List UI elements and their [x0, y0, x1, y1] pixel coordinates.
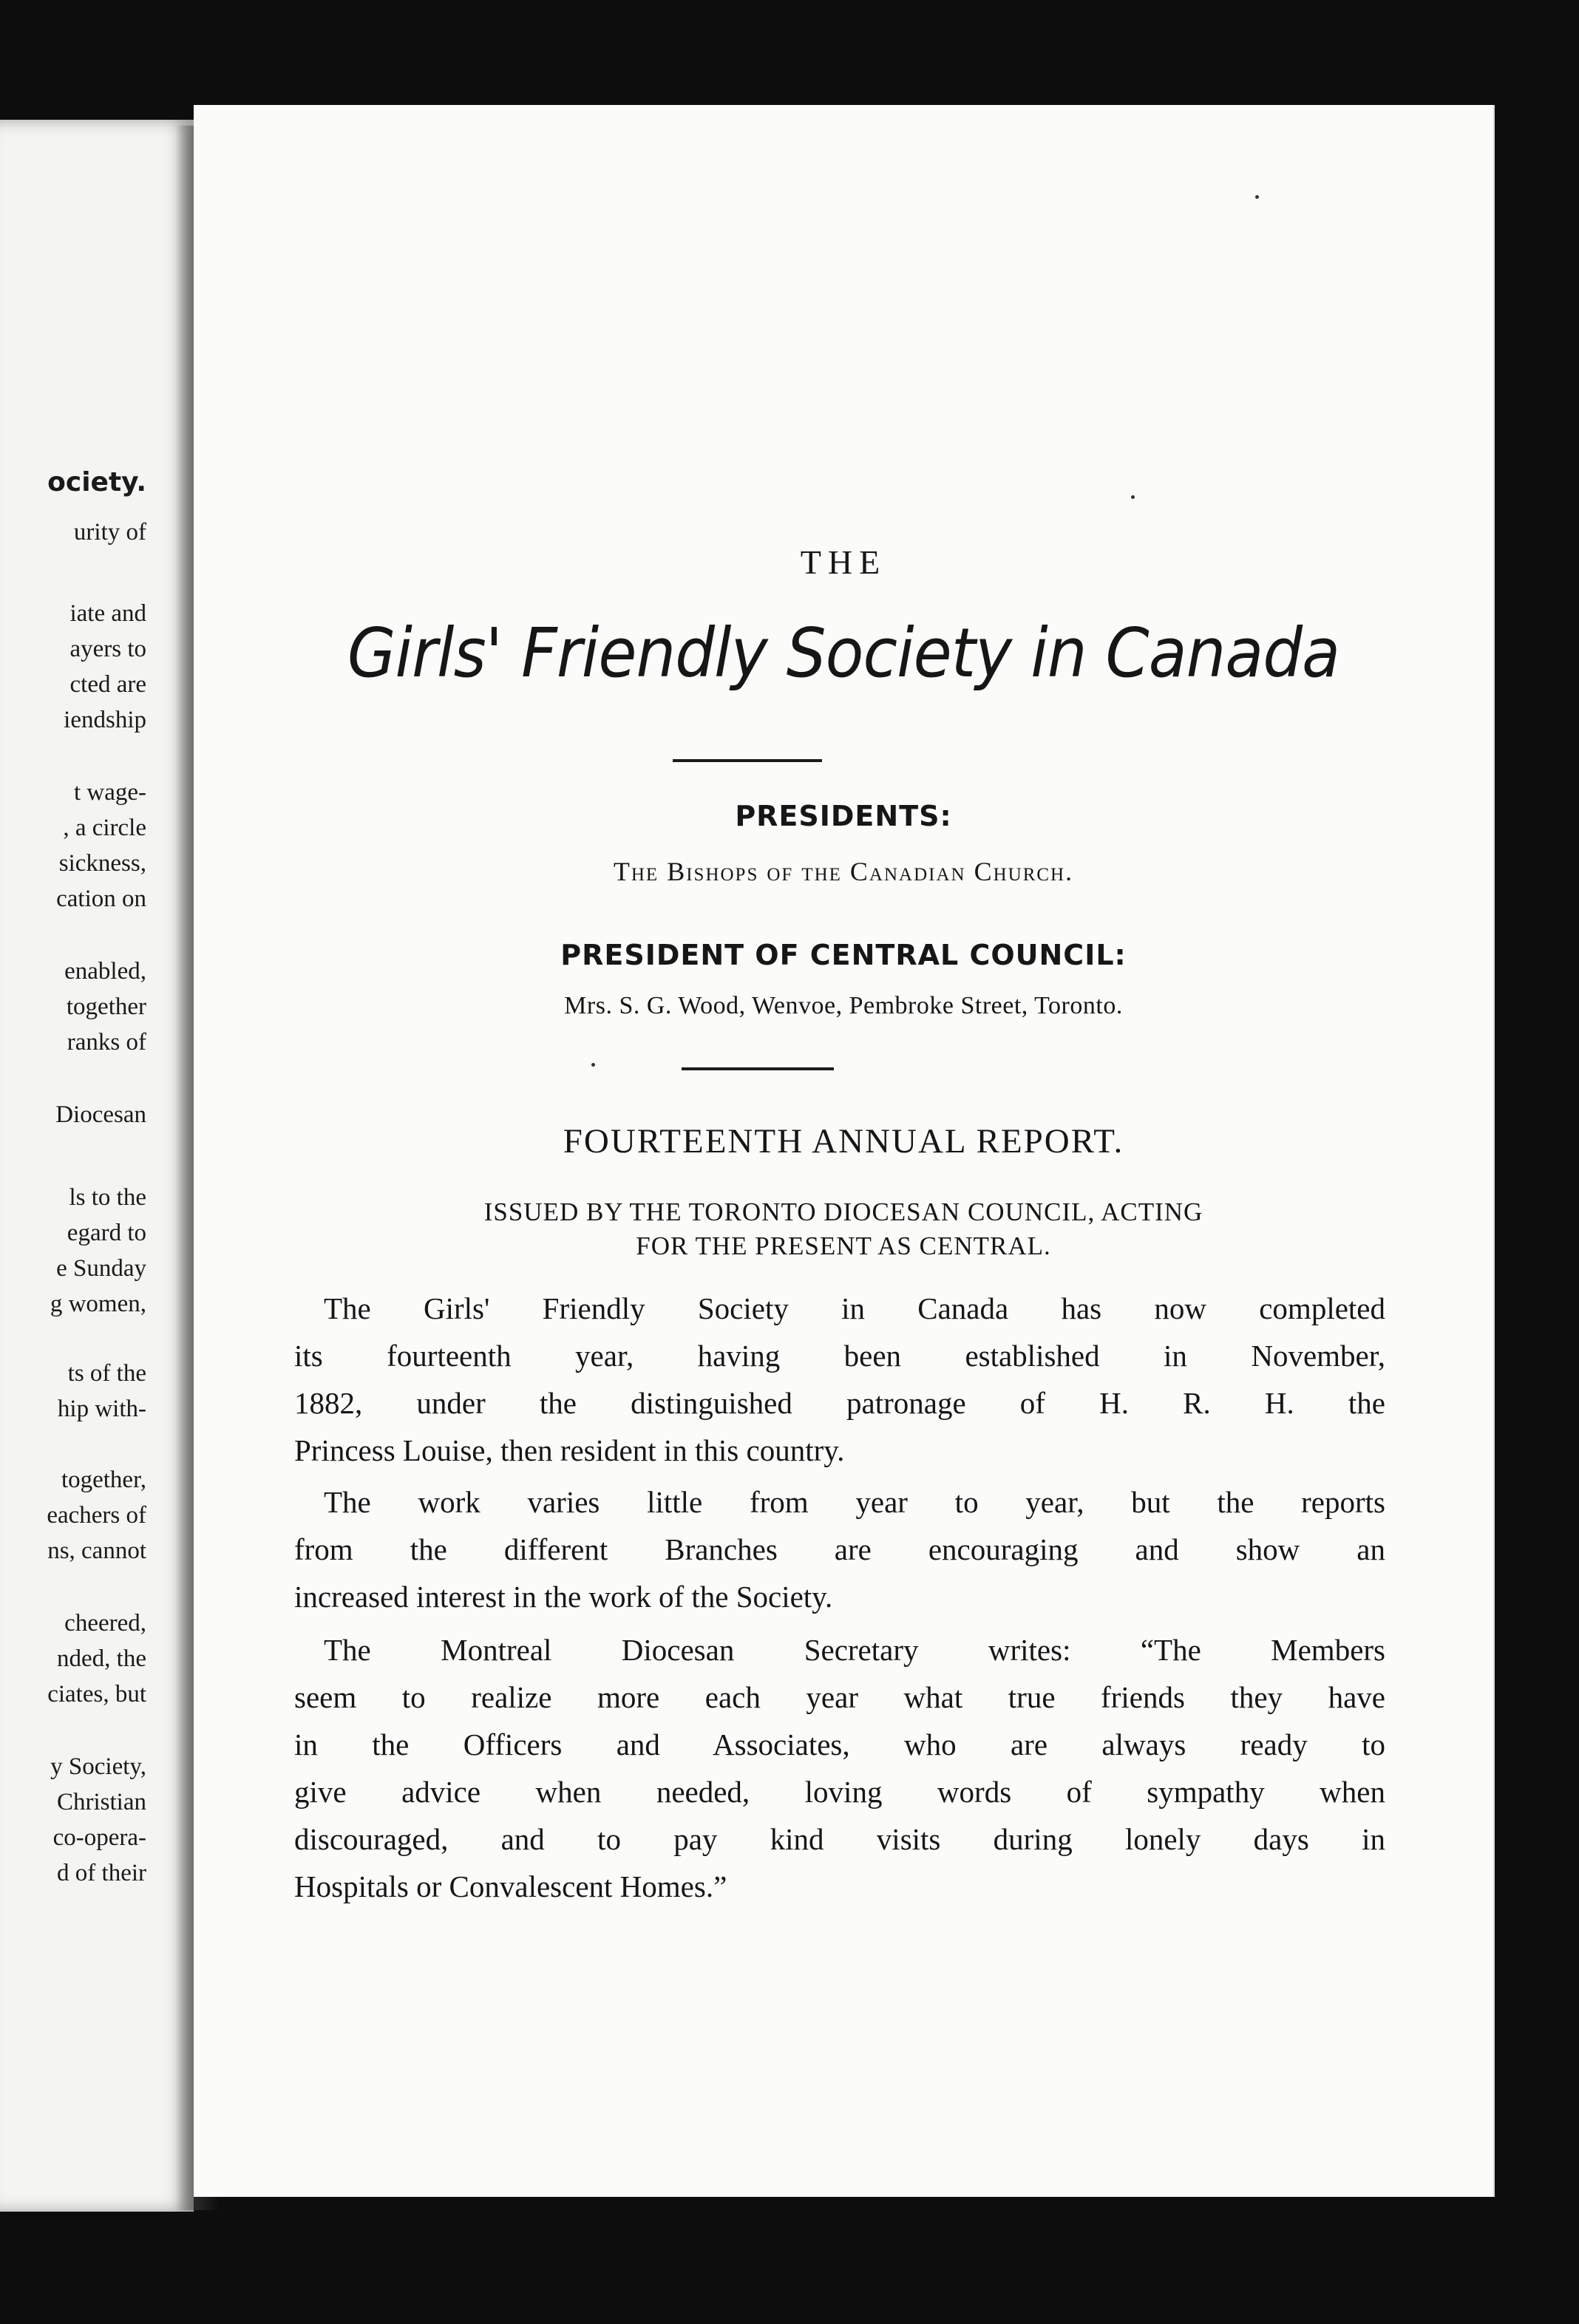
paragraph-line: 1882, under the distinguished patronage of H. R. H. the: [294, 1386, 1385, 1420]
facing-page-left: [0, 120, 194, 2212]
facing-page-line: Diocesan: [55, 1101, 146, 1128]
facing-page-line: cheered,: [64, 1610, 146, 1637]
paragraph-line: seem to realize more each year what true friends they have: [294, 1680, 1385, 1714]
paragraph-line: its fourteenth year, having been established in November,: [294, 1339, 1385, 1373]
facing-page-line: hip with-: [57, 1396, 146, 1422]
paragraph-line: Hospitals or Convalescent Homes.”: [294, 1869, 727, 1903]
presidents-text: The Bishops of the Canadian Church.: [613, 857, 1074, 886]
facing-page-line: t wage-: [73, 779, 146, 806]
facing-page-line: y Society,: [50, 1753, 146, 1780]
divider-rule: [673, 759, 822, 762]
facing-page-line: iate and: [69, 600, 146, 627]
main-page: [194, 105, 1493, 2197]
paragraph-line: in the Officers and Associates, who are always ready to: [294, 1727, 1385, 1761]
facing-page-line: e Sunday: [56, 1255, 146, 1282]
title-prefix: THE: [800, 543, 887, 581]
paragraph-line: The Montreal Diocesan Secretary writes: “The Members: [324, 1633, 1385, 1667]
issued-by-line: FOR THE PRESENT AS CENTRAL.: [636, 1231, 1051, 1260]
paragraph-line: from the different Branches are encouraging and show an: [294, 1532, 1385, 1566]
facing-page-line: egard to: [67, 1220, 146, 1246]
facing-page-line: cted are: [69, 671, 146, 698]
paragraph-line: Princess Louise, then resident in this country.: [294, 1433, 845, 1467]
facing-page-line: sickness,: [58, 850, 146, 877]
paragraph-line: increased interest in the work of the Society.: [294, 1580, 833, 1614]
facing-page-line: ociety.: [47, 467, 146, 497]
paragraph-line: discouraged, and to pay kind visits during lonely days in: [294, 1822, 1385, 1856]
society-title: Girls' Friendly Society in Canada: [347, 614, 1340, 693]
central-council-heading: PRESIDENT OF CENTRAL COUNCIL:: [560, 939, 1127, 971]
facing-page-line: together: [66, 993, 146, 1020]
divider-rule: [682, 1067, 834, 1070]
facing-page-line: together,: [61, 1467, 146, 1493]
facing-page-line: ns, cannot: [47, 1538, 146, 1564]
facing-page-line: ranks of: [67, 1029, 146, 1056]
facing-page-line: ayers to: [69, 636, 146, 662]
facing-page-line: iendship: [64, 707, 146, 733]
facing-page-line: nded, the: [57, 1645, 146, 1672]
paragraph-line: The work varies little from year to year, but the reports: [324, 1485, 1385, 1519]
facing-page-line: urity of: [73, 519, 146, 546]
facing-page-line: enabled,: [64, 958, 146, 985]
facing-page-line: co-opera-: [52, 1824, 146, 1851]
issued-by-line: ISSUED BY THE TORONTO DIOCESAN COUNCIL, ACTING: [483, 1197, 1203, 1226]
facing-page-line: , a circle: [63, 815, 146, 841]
central-council-text: Mrs. S. G. Wood, Wenvoe, Pembroke Street, Toronto.: [564, 992, 1123, 1019]
facing-page-line: eachers of: [47, 1502, 146, 1529]
presidents-heading: PRESIDENTS:: [735, 800, 952, 832]
facing-page-line: g women,: [50, 1291, 146, 1317]
facing-page-line: ts of the: [67, 1360, 146, 1387]
facing-page-line: d of their: [57, 1860, 146, 1886]
facing-page-line: ciates, but: [47, 1681, 146, 1708]
facing-page-line: ls to the: [69, 1184, 146, 1211]
facing-page-line: cation on: [56, 886, 146, 912]
facing-page-line: Christian: [57, 1789, 146, 1815]
paragraph-line: The Girls' Friendly Society in Canada has now completed: [324, 1291, 1385, 1325]
report-title: FOURTEENTH ANNUAL REPORT.: [563, 1122, 1124, 1161]
paragraph-line: give advice when needed, loving words of sympathy when: [294, 1775, 1385, 1809]
